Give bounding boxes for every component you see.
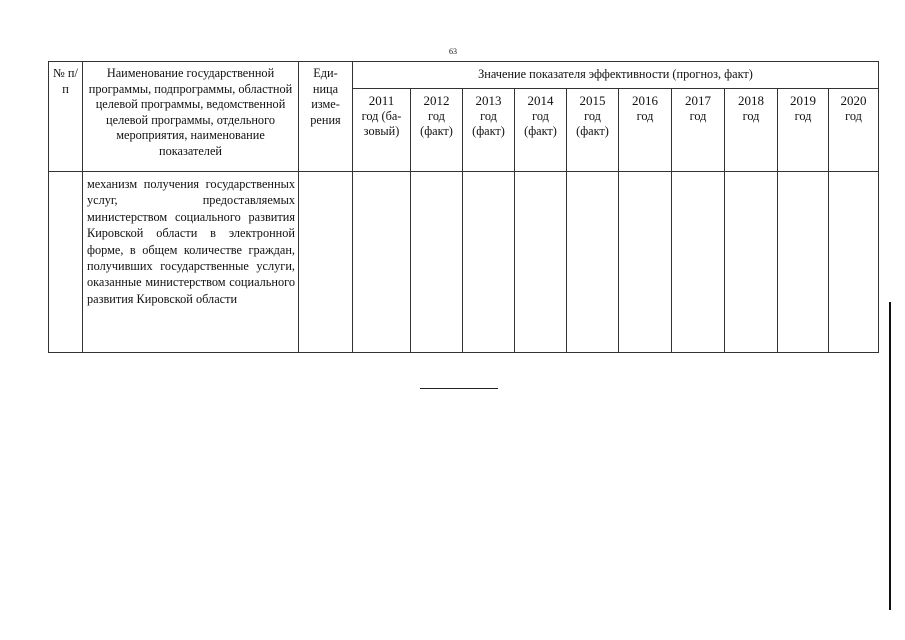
header-name: Наименование государственной программы, подпрограммы, областной целевой программы, ведомственной целевой программы, отдельного мероприятия, наименование показателей xyxy=(83,62,299,172)
header-year-2016 xyxy=(619,89,672,172)
year-note: год (ба-зовый) xyxy=(361,108,402,138)
header-year-2015 xyxy=(567,89,619,172)
year-label: 2020 xyxy=(840,93,867,108)
header-year-2011 xyxy=(353,89,411,172)
year-label: 2018 xyxy=(738,93,764,108)
year-note: год (факт) xyxy=(576,108,609,138)
row-unit xyxy=(299,172,353,353)
row-value-2015 xyxy=(567,172,619,353)
year-label: 2013 xyxy=(475,93,502,108)
header-year-2018 xyxy=(725,89,778,172)
table-row xyxy=(49,172,879,353)
year-label: 2011 xyxy=(368,93,395,108)
header-year-2012 xyxy=(411,89,463,172)
year-label: 2019 xyxy=(790,93,816,108)
year-label: 2012 xyxy=(423,93,450,108)
year-label: 2014 xyxy=(527,93,554,108)
header-row-top xyxy=(49,62,879,89)
year-note: год xyxy=(636,108,654,123)
scan-edge-line xyxy=(889,302,891,610)
header-year-2020 xyxy=(829,89,879,172)
row-value-2017 xyxy=(672,172,725,353)
row-name: механизм получения государственных услуг, предоставляемых министерством социального развития Кировской области в электронной форме, в общем количестве граждан, получивших государственные услуги, оказанные министерством социального развития Кировской области xyxy=(83,172,299,353)
row-value-2016 xyxy=(619,172,672,353)
page-number: 63 xyxy=(449,47,457,56)
row-value-2020 xyxy=(829,172,879,353)
header-year-2013 xyxy=(463,89,515,172)
header-year-2019 xyxy=(778,89,829,172)
efficiency-indicators-table xyxy=(48,61,879,353)
row-value-2012 xyxy=(411,172,463,353)
year-label: 2015 xyxy=(579,93,606,108)
row-num xyxy=(49,172,83,353)
year-note: год xyxy=(794,108,812,123)
header-group: Значение показателя эффективности (прогноз, факт) xyxy=(353,62,879,89)
year-note: год xyxy=(845,108,862,123)
header-unit: Еди-ница изме-рения xyxy=(299,62,353,172)
header-num: № п/п xyxy=(49,62,83,172)
year-label: 2017 xyxy=(685,93,711,108)
row-value-2013 xyxy=(463,172,515,353)
year-note: год xyxy=(742,108,760,123)
row-value-2019 xyxy=(778,172,829,353)
row-value-2018 xyxy=(725,172,778,353)
header-year-2014 xyxy=(515,89,567,172)
row-value-2011 xyxy=(353,172,411,353)
end-separator-line xyxy=(420,388,498,389)
year-note: год (факт) xyxy=(524,108,557,138)
header-year-2017 xyxy=(672,89,725,172)
year-label: 2016 xyxy=(632,93,658,108)
row-value-2014 xyxy=(515,172,567,353)
year-note: год xyxy=(689,108,707,123)
year-note: год (факт) xyxy=(472,108,505,138)
year-note: год (факт) xyxy=(420,108,453,138)
